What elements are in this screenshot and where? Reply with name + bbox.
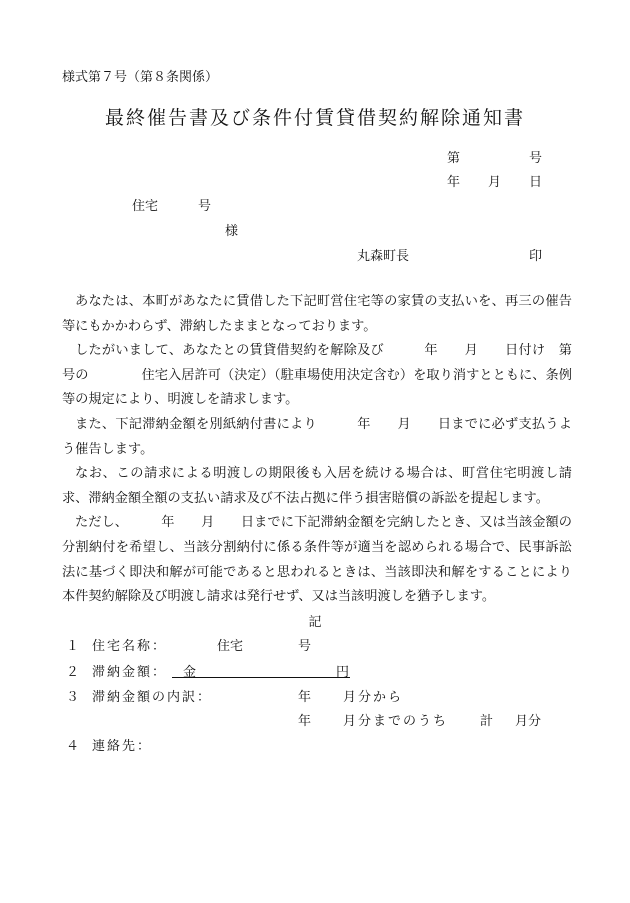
breakdown-total: 計: [480, 714, 494, 729]
date-year: 年: [447, 175, 461, 190]
item-number: ２: [66, 665, 80, 680]
item-housing-name: [0, 635, 630, 653]
notice-body: [62, 290, 599, 610]
recipient-housing: 住宅: [132, 199, 159, 214]
amount-yen: 円: [336, 665, 350, 680]
date-day: 日: [529, 175, 543, 190]
item-label: 住宅名称：: [92, 639, 168, 654]
housing-name-jutaku: 住宅: [217, 639, 244, 654]
recipient-honorific: 様: [225, 224, 239, 239]
paragraph-arrears: あなたは、本町があなたに賃借した下記町営住宅等の家賃の支払いを、再三の催告等にもかかわらず、滞納したままとなっております。: [62, 294, 572, 334]
paragraph-proviso: ただし、 年 月 日までに下記滞納金額を完納したとき、又は当該金額の分割納付を希望し、当該分割納付に係る条件等が適当を認められる場合で、民事訴訟法に基づく即決和解が可能であると思われるときは、当該即決和解をすることにより本件契約解除及び明渡し請求は発行せず、又は当該明渡しを猶予します。: [62, 515, 572, 605]
item-arrears-amount: [0, 661, 630, 679]
amount-field: [172, 661, 350, 678]
doc-number-go: 号: [529, 151, 543, 166]
sender-name: 丸森町長: [357, 249, 410, 264]
date-month: 月: [488, 175, 502, 190]
doc-number-dai: 第: [447, 151, 461, 166]
item-label: 連絡先：: [92, 739, 153, 754]
form-number: 様式第７号（第８条関係）: [62, 70, 219, 85]
breakdown-months: 月分: [515, 714, 542, 729]
housing-name-number: 号: [298, 639, 312, 654]
item-label: 滞納金額の内訳：: [92, 690, 213, 705]
document-title: 最終催告書及び条件付賃貸借契約解除通知書: [104, 107, 525, 129]
item-arrears-breakdown-line2: [0, 710, 630, 728]
item-number: ４: [66, 739, 80, 754]
item-contact: [0, 735, 630, 753]
recipient-number: 号: [198, 199, 212, 214]
ki-heading: 記: [308, 615, 322, 630]
item-arrears-breakdown: [0, 686, 630, 704]
breakdown-from-year: 年: [298, 690, 312, 705]
item-label: 滞納金額：: [92, 665, 168, 680]
paragraph-lawsuit: なお、この請求による明渡しの期限後も入居を続ける場合は、町営住宅明渡し請求、滞納金額全額の支払い請求及び不法占拠に伴う損害賠償の訴訟を提起します。: [62, 466, 572, 506]
seal-mark: 印: [529, 249, 543, 264]
amount-kin: 金: [183, 665, 197, 680]
item-number: １: [66, 639, 80, 654]
paragraph-payment-demand: また、下記滞納金額を別紙納付書により 年 月 日までに必ず支払うよう催告します。: [62, 416, 572, 457]
item-number: ３: [66, 690, 80, 705]
breakdown-from-month: 月分から: [343, 690, 404, 705]
breakdown-until-month: 月分までのうち: [343, 714, 449, 729]
breakdown-until-year: 年: [298, 714, 312, 729]
paragraph-termination: したがいまして、あなたとの賃貸借契約を解除及び 年 月 日付け 第 号の 住宅入居許可（決定）（駐車場使用決定含む）を取り消すとともに、条例等の規定により、明渡しを請求します。: [62, 343, 599, 408]
